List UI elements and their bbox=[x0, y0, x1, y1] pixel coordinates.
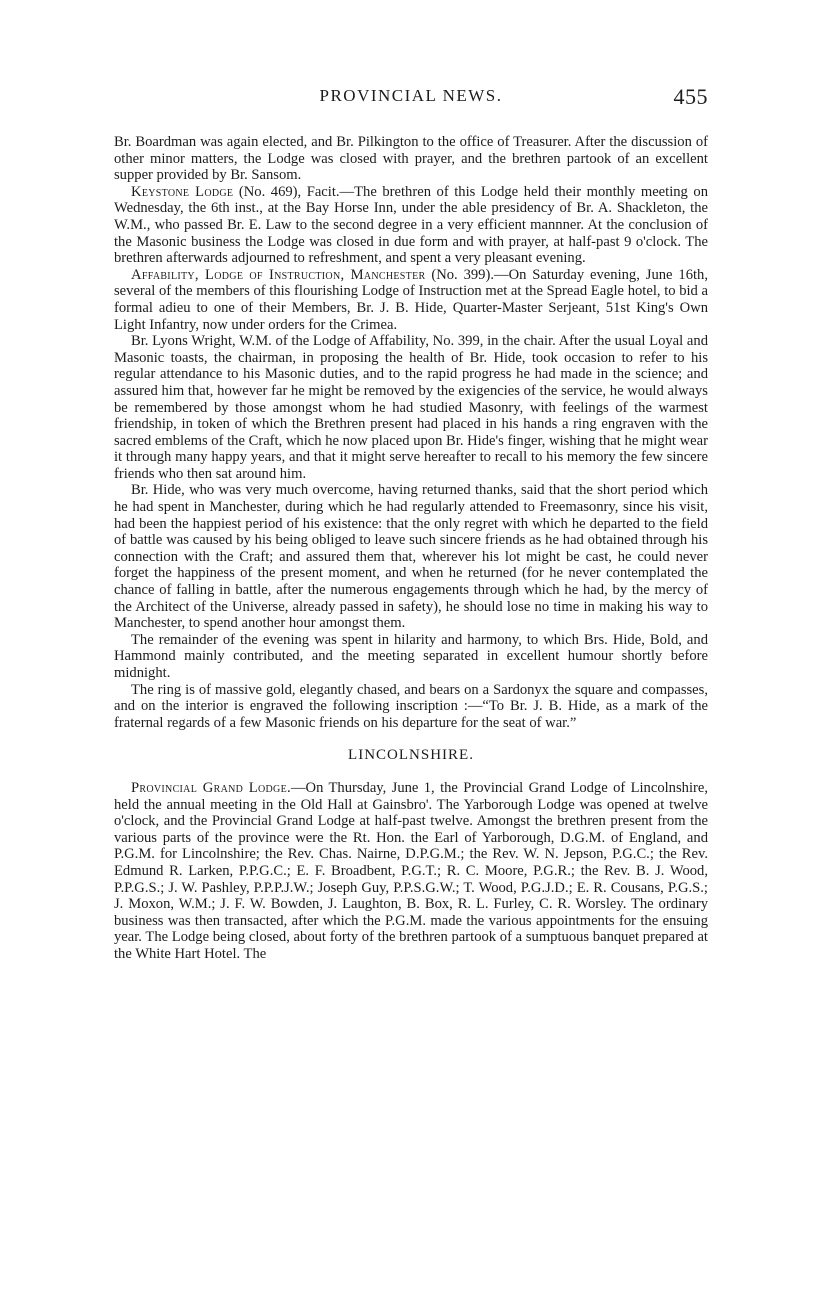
paragraph-affability-lodge: Affability, Lodge of Instruction, Manchester (No. 399).—On Saturday evening, June 16th, several of the members of this flourishing Lodge of Instruction met at the Spread Eagle hotel, to bid a formal adieu to one of their Members, Br. J. B. Hide, Quarter-Master Serjeant, 51st King's Own Light Infantry, now under orders for the Crimea. bbox=[114, 266, 708, 333]
article-body bbox=[114, 134, 708, 963]
running-title: PROVINCIAL NEWS. bbox=[319, 86, 503, 105]
paragraph-remainder-evening: The remainder of the evening was spent in hilarity and harmony, to which Brs. Hide, Bold, and Hammond mainly contributed, and the meeting separated in excellent humour shortly before midnight. bbox=[114, 631, 708, 681]
page-number: 455 bbox=[673, 84, 708, 109]
paragraph-hide-reply: Br. Hide, who was very much overcome, having returned thanks, said that the short period which he had spent in Manchester, during which he had regularly attended to Freemasonry, since his visit, had been the happiest period of his existence: that the only regret with which he departed to the field of battle was caused by his being obliged to leave such sincere friends as he had obtained through his connection with the Craft; and assured them that, wherever his lot might be cast, he could never forget the happiness of the present moment, and when he returned (for he never contemplated the chance of falling in battle, after the numerous engagements through which he had, by the mercy of the Architect of the Universe, already passed in safety), he should lose no time in making his way to Manchester, to spend another hour amongst them. bbox=[114, 482, 708, 632]
paragraph-treasurer: Br. Boardman was again elected, and Br. Pilkington to the office of Treasurer. After the discussion of other minor matters, the Lodge was closed with prayer, and the brethren partook of an excellent supper provided by Br. Sansom. bbox=[114, 134, 708, 184]
paragraph-provincial-grand-lodge: Provincial Grand Lodge.—On Thursday, June 1, the Provincial Grand Lodge of Lincolnshire, held the annual meeting in the Old Hall at Gainsbro'. The Yarborough Lodge was opened at twelve o'clock, and the Provincial Grand Lodge at half-past twelve. Amongst the brethren present from the various parts of the province were the Rt. Hon. the Earl of Yarborough, D.G.M. of England, and P.G.M. for Lincolnshire; the Rev. Chas. Nairne, D.P.G.M.; the Rev. W. N. Jepson, P.G.C.; the Rev. Edmund R. Larken, P.P.G.C.; E. F. Broadbent, P.G.T.; R. C. Moore, P.G.R.; the Rev. B. J. Wood, P.P.G.S.; J. W. Pashley, P.P.P.J.W.; Joseph Guy, P.P.S.G.W.; T. Wood, P.G.J.D.; E. R. Cousans, P.G.S.; J. Moxon, W.M.; J. F. W. Bowden, J. Laughton, B. Box, R. L. Furley, C. R. Worsley. The ordinary business was then transacted, after which the P.G.M. made the various appointments for the ensuing year. The Lodge being closed, about forty of the brethren partook of a sumptuous banquet prepared at the White Hart Hotel. The bbox=[114, 779, 708, 962]
paragraph-chairman-toast: Br. Lyons Wright, W.M. of the Lodge of Affability, No. 399, in the chair. After the usual Loyal and Masonic toasts, the chairman, in proposing the health of Br. Hide, took occasion to refer to his regular attendance to his Masonic duties, and to the rapid progress he had made in the science; and assured him that, however far he might be removed by the exigencies of the service, he would always be remembered by those amongst whom he had studied Masonry, with feelings of the warmest friendship, in token of which the Brethren present had placed in his hands a ring engraven with the sacred emblems of the Craft, which he now placed upon Br. Hide's finger, wishing that he might wear it through many happy years, and that it might serve hereafter to recall to his memory the few sincere friends who then sat around him. bbox=[114, 333, 708, 482]
page-header bbox=[114, 84, 708, 114]
lodge-name: Keystone Lodge bbox=[131, 183, 234, 200]
lodge-name: Affability, Lodge of Instruction, Manchester bbox=[131, 266, 426, 283]
paragraph-keystone-lodge: Keystone Lodge (No. 469), Facit.—The brethren of this Lodge held their monthly meeting on Wednesday, the 6th inst., at the Bay Horse Inn, under the able presidency of Br. A. Shackleton, the W.M., who passed Br. E. Law to the second degree in a very efficient mannner. At the conclusion of the Masonic business the Lodge was closed in due form and with prayer, at half-past 9 o'clock. The brethren afterwards adjourned to refreshment, and spent a very pleasant evening. bbox=[114, 183, 708, 267]
section-heading-lincolnshire: LINCOLNSHIRE. bbox=[348, 747, 474, 764]
lodge-name: Provincial Grand Lodge. bbox=[131, 779, 291, 796]
paragraph-ring-inscription: The ring is of massive gold, elegantly chased, and bears on a Sardonyx the square and compasses, and on the interior is engraved the following inscription :—“To Br. J. B. Hide, as a mark of the fraternal regards of a few Masonic friends on his departure for the seat of war.” bbox=[114, 681, 708, 731]
